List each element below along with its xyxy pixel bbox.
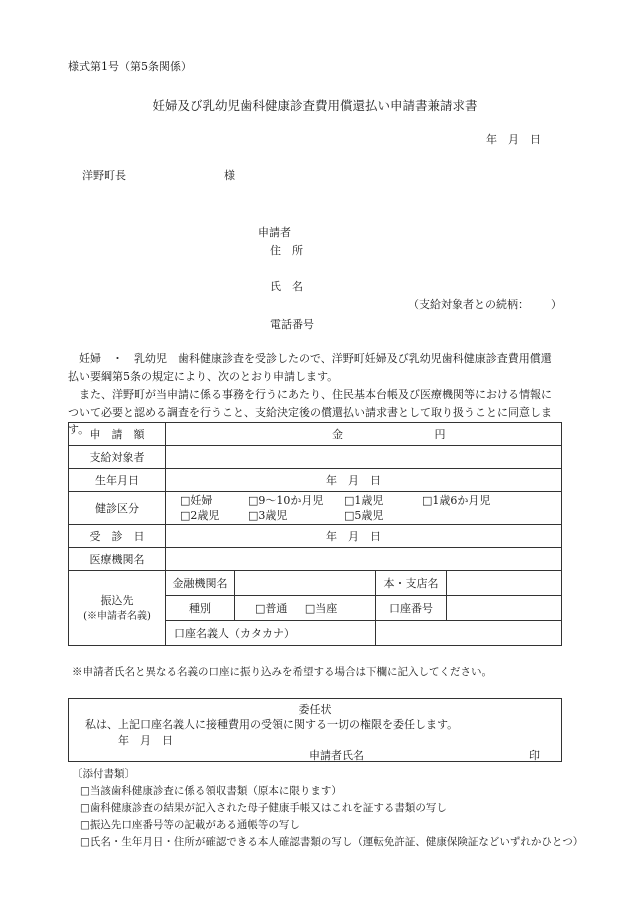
attachments-heading: 〔添付書類〕 — [72, 768, 135, 780]
option-2y[interactable]: □2歳児 — [180, 509, 220, 522]
applicant-name-label: 氏 名 — [270, 280, 303, 293]
row-target — [69, 446, 562, 469]
attachment-item: □歯科健康診査の結果が記入された母子健康手帳又はこれを証する書類の写し — [80, 802, 447, 814]
bank-name-field[interactable] — [235, 571, 376, 596]
option-1y[interactable]: □1歳児 — [344, 494, 384, 507]
type-toza[interactable]: □当座 — [304, 602, 338, 615]
row-bank-1 — [69, 571, 562, 596]
clinic-label: 医療機関名 — [69, 548, 166, 571]
option-9-10m[interactable]: □9～10か月児 — [248, 494, 324, 507]
row-dob — [69, 469, 562, 492]
applicant-address-label: 住 所 — [270, 244, 303, 257]
target-field[interactable] — [166, 446, 562, 469]
holder-label: 口座名義人（カタカナ） — [166, 621, 376, 646]
document-title: 妊婦及び乳幼児歯科健康診査費用償還払い申請書兼請求書 — [152, 98, 478, 113]
attachment-item: □氏名・生年月日・住所が確認できる本人確認書類の写し（運転免許証、健康保険証などいずれかひとつ） — [80, 836, 584, 848]
relation-close: ） — [551, 298, 562, 311]
kenshin-options — [166, 492, 562, 525]
applicant-label: 申請者 — [258, 226, 291, 239]
proxy-date: 年 月 日 — [118, 734, 173, 747]
dob-value: 年 月 日 — [326, 474, 381, 487]
bank-label-main: 振込先 — [100, 593, 134, 607]
holder-field[interactable] — [376, 621, 562, 646]
option-5y[interactable]: □5歳児 — [344, 509, 384, 522]
amount-unit: 円 — [434, 428, 446, 441]
row-clinic — [69, 548, 562, 571]
dob-field[interactable] — [166, 469, 562, 492]
proxy-section — [68, 698, 562, 762]
branch-field[interactable] — [447, 571, 562, 596]
form-number: 様式第1号（第5条関係） — [68, 60, 192, 73]
addressee: 洋野町長 — [82, 169, 126, 182]
option-pregnant[interactable]: □妊婦 — [180, 494, 213, 507]
seal-mark: 印 — [529, 749, 540, 762]
bank-name-label: 金融機関名 — [166, 571, 235, 596]
statement-paragraph-1: 妊婦 ・ 乳幼児 歯科健康診査を受診したので、洋野町妊婦及び乳幼児歯科健康診査費用償還払い要綱第5条の規定により、次のとおり申請します。 — [68, 352, 552, 383]
row-visit — [69, 525, 562, 548]
bank-label — [69, 571, 166, 646]
visit-field[interactable] — [166, 525, 562, 548]
type-futsu[interactable]: □普通 — [255, 602, 288, 615]
option-3y[interactable]: □3歳児 — [248, 509, 288, 522]
visit-label: 受 診 日 — [69, 525, 166, 548]
phone-label: 電話番号 — [270, 318, 314, 331]
proxy-applicant-name: 申請者氏名 — [309, 749, 364, 762]
proxy-title: 委任状 — [298, 703, 332, 716]
clinic-field[interactable] — [166, 548, 562, 571]
option-1y6m[interactable]: □1歳6か月児 — [422, 494, 491, 507]
row-kenshin — [69, 492, 562, 525]
amount-prefix: 金 — [332, 428, 343, 441]
relation-label: （支給対象者との続柄： — [408, 298, 529, 311]
branch-label: 本・支店名 — [376, 571, 447, 596]
target-label: 支給対象者 — [69, 446, 166, 469]
visit-value: 年 月 日 — [326, 530, 381, 543]
amount-field[interactable] — [166, 423, 562, 446]
account-no-label: 口座番号 — [376, 596, 447, 621]
attachment-item: □当該歯科健康診査に係る領収書類（原本に限ります） — [80, 785, 342, 797]
type-label: 種別 — [166, 596, 235, 621]
dob-label: 生年月日 — [69, 469, 166, 492]
row-amount — [69, 423, 562, 446]
kenshin-label: 健診区分 — [69, 492, 166, 525]
addressee-honorific: 様 — [224, 169, 235, 182]
date-line: 年 月 日 — [486, 133, 541, 146]
bank-label-sub: (※申請者名義) — [83, 610, 151, 622]
account-no-field[interactable] — [447, 596, 562, 621]
amount-label: 申 請 額 — [69, 423, 166, 446]
type-options — [235, 596, 376, 621]
statement-paragraph-2: また、洋野町が当申請に係る事務を行うにあたり、住民基本台帳及び医療機関等における情報について必要と認める調査を行うこと、支給決定後の償還払い請求書として取り扱うことに同意します。 — [68, 388, 552, 436]
proxy-text: 私は、上記口座名義人に接種費用の受領に関する一切の権限を委任します。 — [85, 718, 459, 731]
attachment-item: □振込先口座番号等の記載がある通帳等の写し — [80, 819, 300, 831]
account-note: ※申請者氏名と異なる名義の口座に振り込みを希望する場合は下欄に記入してください。 — [72, 666, 492, 678]
application-table — [68, 422, 562, 646]
